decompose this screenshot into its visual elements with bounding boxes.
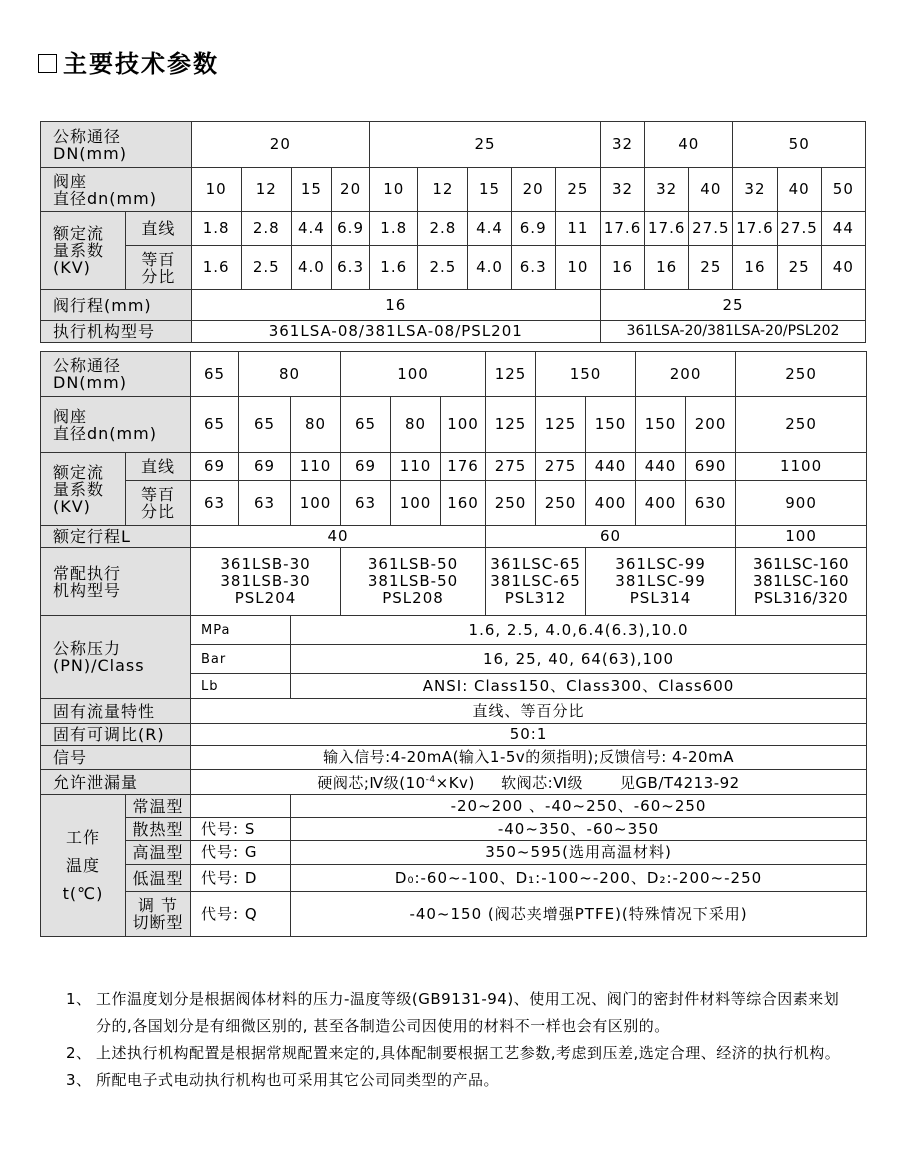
row-stroke xyxy=(41,290,866,321)
dn-cell: 40 xyxy=(645,122,733,168)
row-stroke xyxy=(41,526,867,548)
kv-cell: 110 xyxy=(291,453,341,481)
kv-cell: 100 xyxy=(291,481,341,526)
stroke-cell: 40 xyxy=(191,526,486,548)
kv-cell: 6.9 xyxy=(332,212,370,246)
seat-cell: 150 xyxy=(636,397,686,453)
temp-range: D₀:-60~-100、D₁:-100~-200、D₂:-200~-250 xyxy=(291,865,867,892)
seat-cell: 32 xyxy=(600,168,644,212)
seat-label: 阀座 直径dn(mm) xyxy=(41,168,192,212)
kv-cell: 10 xyxy=(555,246,600,290)
seat-cell: 150 xyxy=(586,397,636,453)
kv-cell: 69 xyxy=(341,453,391,481)
kv-cell: 27.5 xyxy=(777,212,821,246)
kv-cell: 160 xyxy=(441,481,486,526)
leak-soft: 软阀芯:Ⅵ级 xyxy=(501,774,584,792)
row-actuator xyxy=(41,548,867,616)
kv-cell: 16 xyxy=(600,246,644,290)
temp-type: 调 节 切断型 xyxy=(126,892,191,937)
actuator-label: 常配执行 机构型号 xyxy=(41,548,191,616)
note-item xyxy=(66,1040,846,1067)
pressure-unit: Bar xyxy=(191,645,291,674)
kv-cell: 4.4 xyxy=(468,212,511,246)
kv-cell: 110 xyxy=(391,453,441,481)
note-text: 工作温度划分是根据阀体材料的压力-温度等级(GB9131-94)、使用工况、阀门的密封件材料等综合因素来划分的,各国划分是有细微区别的, 甚至各制造公司因使用的材料不一样也会有区别的。 xyxy=(96,990,840,1035)
stroke-cell: 100 xyxy=(736,526,867,548)
row-seat xyxy=(41,168,866,212)
kv-cell: 17.6 xyxy=(733,212,777,246)
pressure-unit: Lb xyxy=(191,674,291,699)
actuator-cell: 361LSC-160 381LSC-160 PSL316/320 xyxy=(736,548,867,616)
dn-cell: 250 xyxy=(736,352,867,397)
actuator-cell: 361LSC-65 381LSC-65 PSL312 xyxy=(486,548,586,616)
row-dn xyxy=(41,122,866,168)
dn-cell: 200 xyxy=(636,352,736,397)
kv-cell: 44 xyxy=(821,212,865,246)
row-actuator xyxy=(41,321,866,343)
kv-cell: 2.8 xyxy=(418,212,468,246)
actuator-cell: 361LSB-50 381LSB-50 PSL208 xyxy=(341,548,486,616)
row-kv-eqpct xyxy=(41,246,866,290)
kv-cell: 1100 xyxy=(736,453,867,481)
kv-cell: 2.5 xyxy=(241,246,291,290)
temp-label: 工作 温度 t(℃) xyxy=(41,795,126,937)
dn-cell: 20 xyxy=(191,122,370,168)
kv-cell: 690 xyxy=(686,453,736,481)
kv-cell: 900 xyxy=(736,481,867,526)
note-number: 3、 xyxy=(66,1071,92,1089)
seat-cell: 10 xyxy=(370,168,418,212)
pressure-value: ANSI: Class150、Class300、Class600 xyxy=(291,674,867,699)
kv-cell: 16 xyxy=(645,246,689,290)
seat-cell: 80 xyxy=(391,397,441,453)
seat-cell: 200 xyxy=(686,397,736,453)
kv-cell: 2.5 xyxy=(418,246,468,290)
kv-cell: 27.5 xyxy=(689,212,733,246)
kv-cell: 250 xyxy=(536,481,586,526)
row-kv-linear xyxy=(41,453,867,481)
kv-cell: 440 xyxy=(586,453,636,481)
seat-cell: 250 xyxy=(736,397,867,453)
dn-cell: 80 xyxy=(239,352,341,397)
actuator-cell: 361LSC-99 381LSC-99 PSL314 xyxy=(586,548,736,616)
kv-cell: 440 xyxy=(636,453,686,481)
linear-label: 直线 xyxy=(126,212,191,246)
row-signal xyxy=(41,746,867,770)
seat-cell: 50 xyxy=(821,168,865,212)
temp-type: 常温型 xyxy=(126,795,191,818)
leak-hard-text: 硬阀芯;Ⅳ级(10 xyxy=(317,774,426,792)
kv-cell: 100 xyxy=(391,481,441,526)
stroke-cell: 25 xyxy=(600,290,865,321)
eqpct-label: 等百 分比 xyxy=(126,246,191,290)
kv-cell: 6.3 xyxy=(332,246,370,290)
row-temp xyxy=(41,818,867,841)
dn-cell: 125 xyxy=(486,352,536,397)
pressure-unit: MPa xyxy=(191,616,291,645)
kv-cell: 400 xyxy=(636,481,686,526)
page-title-text: 主要技术参数 xyxy=(63,50,219,78)
actuator-cell: 361LSB-30 381LSB-30 PSL204 xyxy=(191,548,341,616)
seat-cell: 32 xyxy=(645,168,689,212)
temp-type: 低温型 xyxy=(126,865,191,892)
dn-label: 公称通径 DN(mm) xyxy=(41,352,191,397)
kv-cell: 63 xyxy=(191,481,239,526)
seat-cell: 40 xyxy=(777,168,821,212)
leak-std: 见GB/T4213-92 xyxy=(619,774,740,792)
row-temp xyxy=(41,841,867,865)
temp-code: 代号: D xyxy=(191,865,291,892)
dn-cell: 150 xyxy=(536,352,636,397)
temp-range: -40~150 (阀芯夹增强PTFE)(特殊情况下采用) xyxy=(291,892,867,937)
leak-hard xyxy=(317,774,474,792)
seat-cell: 10 xyxy=(191,168,241,212)
actuator-label: 执行机构型号 xyxy=(41,321,192,343)
range-label: 固有可调比(R) xyxy=(41,724,191,746)
page-title xyxy=(38,44,219,79)
seat-cell: 20 xyxy=(332,168,370,212)
row-pressure-mpa xyxy=(41,616,867,645)
flow-char-label: 固有流量特性 xyxy=(41,699,191,724)
kv-label: 额定流 量系数 (KV) xyxy=(41,453,126,526)
stroke-cell: 60 xyxy=(486,526,736,548)
leak-label: 允许泄漏量 xyxy=(41,770,191,795)
temp-range: -20~200 、-40~250、-60~250 xyxy=(291,795,867,818)
temp-code: 代号: Q xyxy=(191,892,291,937)
kv-cell: 1.6 xyxy=(370,246,418,290)
temp-range: -40~350、-60~350 xyxy=(291,818,867,841)
kv-cell: 4.0 xyxy=(468,246,511,290)
seat-cell: 20 xyxy=(511,168,555,212)
pressure-value: 16, 25, 40, 64(63),100 xyxy=(291,645,867,674)
kv-cell: 1.6 xyxy=(191,246,241,290)
pressure-label: 公称压力 (PN)/Class xyxy=(41,616,191,699)
row-kv-eqpct xyxy=(41,481,867,526)
seat-cell: 12 xyxy=(241,168,291,212)
row-temp xyxy=(41,795,867,818)
note-number: 2、 xyxy=(66,1044,92,1062)
temp-range: 350~595(选用高温材料) xyxy=(291,841,867,865)
kv-cell: 69 xyxy=(191,453,239,481)
leak-value xyxy=(191,770,867,795)
kv-cell: 176 xyxy=(441,453,486,481)
row-seat xyxy=(41,397,867,453)
stroke-label: 额定行程L xyxy=(41,526,191,548)
dn-cell: 32 xyxy=(600,122,644,168)
seat-cell: 32 xyxy=(733,168,777,212)
dn-cell: 65 xyxy=(191,352,239,397)
row-temp xyxy=(41,865,867,892)
row-temp xyxy=(41,892,867,937)
seat-cell: 15 xyxy=(468,168,511,212)
row-leak xyxy=(41,770,867,795)
kv-cell: 17.6 xyxy=(645,212,689,246)
seat-cell: 125 xyxy=(486,397,536,453)
seat-cell: 40 xyxy=(689,168,733,212)
kv-cell: 2.8 xyxy=(241,212,291,246)
checkbox-square-icon xyxy=(38,54,57,73)
seat-cell: 80 xyxy=(291,397,341,453)
kv-cell: 16 xyxy=(733,246,777,290)
kv-cell: 6.9 xyxy=(511,212,555,246)
kv-cell: 25 xyxy=(689,246,733,290)
signal-label: 信号 xyxy=(41,746,191,770)
note-text: 上述执行机构配置是根据常规配置来定的,具体配制要根据工艺参数,考虑到压差,选定合理、经济的执行机构。 xyxy=(96,1044,841,1062)
linear-label: 直线 xyxy=(126,453,191,481)
kv-cell: 17.6 xyxy=(600,212,644,246)
seat-cell: 125 xyxy=(536,397,586,453)
dn-cell: 100 xyxy=(341,352,486,397)
stroke-cell: 16 xyxy=(191,290,600,321)
dn-label: 公称通径 DN(mm) xyxy=(41,122,192,168)
seat-cell: 100 xyxy=(441,397,486,453)
seat-cell: 15 xyxy=(291,168,331,212)
kv-cell: 1.8 xyxy=(370,212,418,246)
notes-list xyxy=(66,986,846,1094)
seat-cell: 25 xyxy=(555,168,600,212)
kv-cell: 4.4 xyxy=(291,212,331,246)
temp-code: 代号: S xyxy=(191,818,291,841)
leak-hard-text: ×Kv) xyxy=(435,774,475,792)
actuator-cell: 361LSA-08/381LSA-08/PSL201 xyxy=(191,321,600,343)
kv-cell: 63 xyxy=(239,481,291,526)
kv-cell: 25 xyxy=(777,246,821,290)
dn-cell: 25 xyxy=(370,122,601,168)
row-range xyxy=(41,724,867,746)
range-value: 50:1 xyxy=(191,724,867,746)
kv-cell: 6.3 xyxy=(511,246,555,290)
temp-code: 代号: G xyxy=(191,841,291,865)
seat-label: 阀座 直径dn(mm) xyxy=(41,397,191,453)
note-number: 1、 xyxy=(66,990,92,1008)
kv-cell: 275 xyxy=(486,453,536,481)
temp-code xyxy=(191,795,291,818)
temp-type: 高温型 xyxy=(126,841,191,865)
kv-cell: 630 xyxy=(686,481,736,526)
kv-cell: 250 xyxy=(486,481,536,526)
flow-char-value: 直线、等百分比 xyxy=(191,699,867,724)
kv-cell: 69 xyxy=(239,453,291,481)
eqpct-label: 等百 分比 xyxy=(126,481,191,526)
seat-cell: 65 xyxy=(239,397,291,453)
note-item xyxy=(66,986,846,1040)
seat-cell: 12 xyxy=(418,168,468,212)
leak-exponent: -4 xyxy=(425,775,436,785)
dn-cell: 50 xyxy=(733,122,866,168)
kv-cell: 275 xyxy=(536,453,586,481)
spec-table-large-dn xyxy=(40,351,867,937)
kv-cell: 11 xyxy=(555,212,600,246)
row-kv-linear xyxy=(41,212,866,246)
note-item xyxy=(66,1067,846,1094)
row-dn xyxy=(41,352,867,397)
actuator-cell: 361LSA-20/381LSA-20/PSL202 xyxy=(600,321,865,343)
kv-cell: 4.0 xyxy=(291,246,331,290)
kv-label: 额定流 量系数 (KV) xyxy=(41,212,126,290)
temp-type: 散热型 xyxy=(126,818,191,841)
stroke-label: 阀行程(mm) xyxy=(41,290,192,321)
kv-cell: 1.8 xyxy=(191,212,241,246)
row-flow-char xyxy=(41,699,867,724)
kv-cell: 400 xyxy=(586,481,636,526)
seat-cell: 65 xyxy=(341,397,391,453)
pressure-value: 1.6, 2.5, 4.0,6.4(6.3),10.0 xyxy=(291,616,867,645)
seat-cell: 65 xyxy=(191,397,239,453)
note-text: 所配电子式电动执行机构也可采用其它公司同类型的产品。 xyxy=(96,1071,500,1089)
signal-value: 输入信号:4-20mA(输入1-5v的须指明);反馈信号: 4-20mA xyxy=(191,746,867,770)
spec-table-small-dn xyxy=(40,121,866,343)
kv-cell: 63 xyxy=(341,481,391,526)
kv-cell: 40 xyxy=(821,246,865,290)
